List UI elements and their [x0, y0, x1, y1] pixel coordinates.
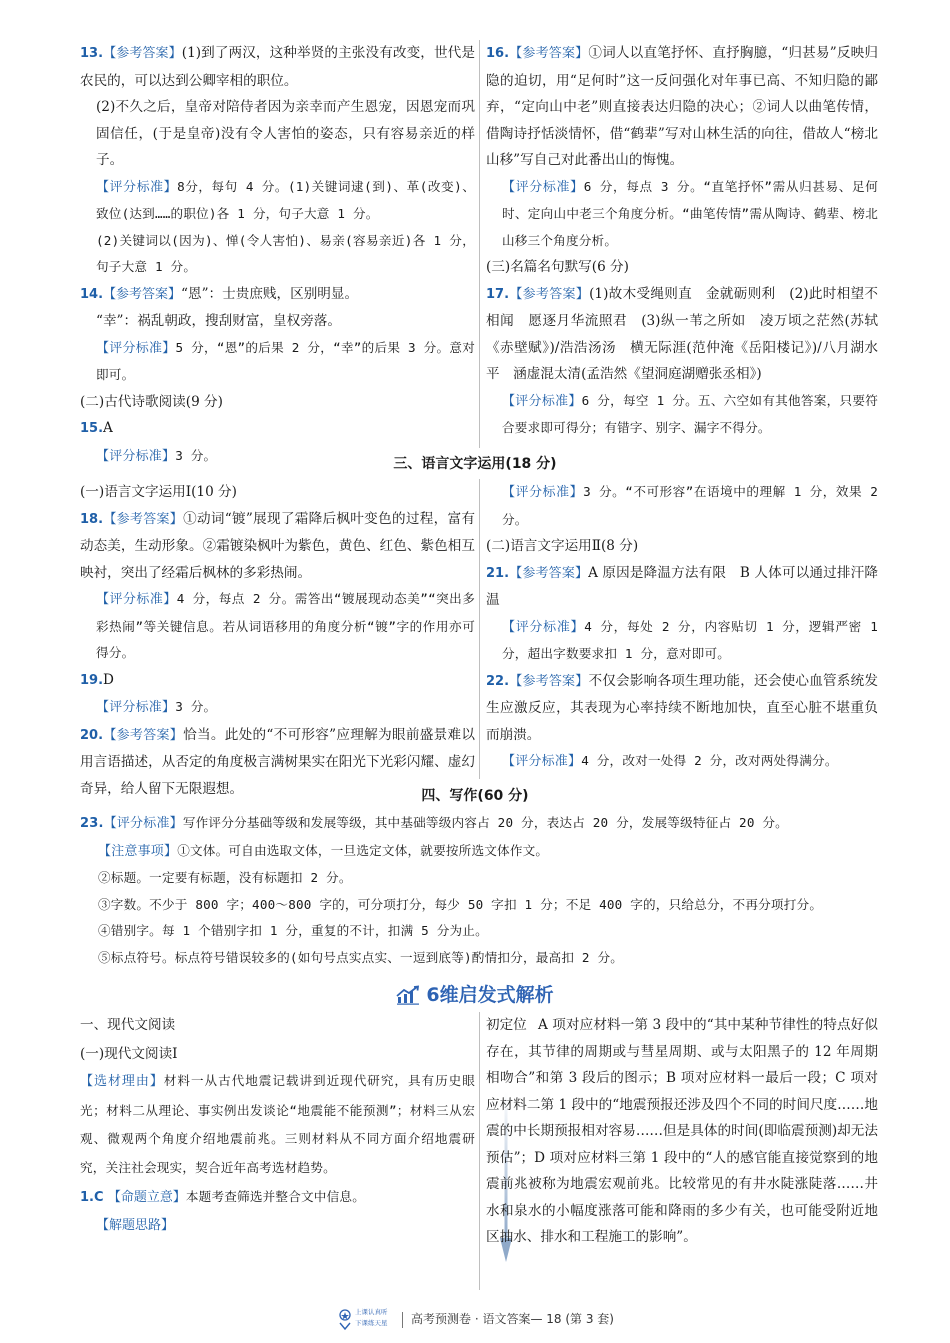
q16-standard: 【评分标准】6 分，每点 3 分。“直笔抒怀”需从归甚易、足何时、定向山中老三个角度分析。“曲笔传情”需从陶诗、鹤辈、榜北山移三个角度分析。 [502, 178, 878, 248]
footer-separator [402, 1312, 403, 1328]
column-divider-middle [479, 479, 480, 779]
q23-notes-5: ⑤标点符号。标点符号错误较多的(如句号点实点实、一逗到底等)酌情扣分，最高扣 2 分。 [98, 949, 624, 965]
page-footer [0, 1306, 950, 1333]
q23-notes-3: ③字数。不少于 800 字；400～800 字的，可分项打分，每少 50 字扣 1 分；不足 400 字的，只给总分，不再分项打分。 [98, 896, 823, 912]
q17-answer: 17.【参考答案】(1)故木受绳则直 金就砺则利 (2)此时相望不相闻 愿逐月华流照君 (3)纵一苇之所如 凌万顷之茫然(苏轼《赤壁赋》)/浩浩汤汤 横无际涯(范仲淹《岳阳楼记》)/八月湖水平 涵虚混太清(孟浩然《望洞庭湖赠张丞相》) [486, 285, 878, 382]
q19-standard: 【评分标准】3 分。 [96, 699, 217, 715]
q13-standard-1: 【评分标准】8分，每句 4 分。(1)关键词逮(到)、革(改变)、致位(达到……的职位)各 1 分，句子大意 1 分。 [96, 178, 475, 221]
subsection-language-2: (二)语言文字运用Ⅱ(8 分) [486, 538, 639, 554]
q13-standard-2: (2)关键词以(因为)、惮(令人害怕)、易亲(容易亲近)各 1 分，句子大意 1 分。 [96, 232, 475, 274]
q20-answer: 20.【参考答案】恰当。此处的“不可形容”应理解为眼前盛景难以用言语描述，从否定的角度极言满树果实在阳光下光彩闪耀、虚幻奇异，给人留下无限遐想。 [80, 726, 475, 797]
left-column-top [80, 40, 475, 470]
q15-answer: 15.A [80, 420, 113, 436]
locate-analysis: A 项对应材料一第 3 段中的“其中某种节律性的特点好似存在，其节律的周期或与彗星周期、或与太阳黑子的 12 年周期相吻合”和第 3 段后的图示；B 项对应材料一最后一段；C 项对应材料二第 1 段中的“地震预报还涉及四个不同的时间尺度……地震的中长期预报相对容易……但是具体的时间(即临震预测)却无法预估”；D 项对应材料三第 1 段中的“人的感官能直接觉察到的地震前兆被称为地震宏观前兆。比较常见的有井水陡涨陡落……井水和泉水的小幅度涨落可能和降雨的多少有关，也可能受附近地区抽水、排水和工程施工的影响”。 [486, 1017, 878, 1245]
q22-standard: 【评分标准】4 分，改对一处得 2 分，改对两处得满分。 [502, 753, 838, 769]
analysis-title: 6维启发式解析 [0, 982, 950, 1009]
footer-text: 高考预测卷 · 语文答案— 18 (第 3 套) [411, 1312, 614, 1326]
material-reason: 【选材理由】材料一从古代地震记载讲到近现代研究，具有历史眼光；材料二从理论、事实例出发谈论“地震能不能预测”；材料三从宏观、微观两个角度介绍地震前兆。三则材料从不同方面介绍地震研究，关注社会现实，契合近年高考选材趋势。 [80, 1073, 476, 1175]
q14-answer: 14.【参考答案】“恩”：士贵庶贱，区别明显。 [80, 285, 359, 302]
analysis-section-1: 一、现代文阅读 [80, 1017, 176, 1033]
subsection-dictation: (三)名篇名句默写(6 分) [486, 259, 629, 275]
q21-standard: 【评分标准】4 分，每处 2 分，内容贴切 1 分，逻辑严密 1 分，超出字数要求扣 1 分，意对即可。 [502, 618, 878, 661]
publisher-logo: 上课认真听 下课练天星 [336, 1307, 394, 1333]
section-language-use-heading: 三、语言文字运用(18 分) [393, 456, 557, 472]
q23-notes-4: ④错别字。每 1 个错别字扣 1 分，重复的不计，扣满 5 分为止。 [98, 923, 488, 938]
q15-standard: 【评分标准】3 分。 [96, 447, 217, 464]
q22-answer: 22.【参考答案】不仅会影响各项生理功能，还会使心血管系统发生应激反应，其表现为心率持续不断地加快，直至心脏不堪重负而崩溃。 [486, 672, 878, 743]
right-column-bottom [486, 1012, 878, 1251]
q21-answer: 21.【参考答案】A 原因是降温方法有限 B 人体可以通过排汗降温 [486, 564, 878, 608]
column-divider-top [479, 40, 480, 448]
q14-standard: 【评分标准】5 分，“恩”的后果 2 分，“幸”的后果 3 分。意对即可。 [96, 339, 475, 382]
star-logo-icon [336, 1309, 354, 1331]
q13-answer-1: 13.【参考答案】(1)到了两汉，这种举贤的主张没有改变，世代是农民的，可以达到公卿宰相的职位。 [80, 45, 475, 89]
left-column-bottom [80, 1012, 475, 1239]
initial-locate-label: 初定位 [486, 1017, 527, 1033]
q23-standard: 23.【评分标准】写作评分分基础等级和发展等级，其中基础等级内容占 20 分，表达占 20 分，发展等级特征占 20 分。 [80, 815, 788, 831]
analysis-subsection-1: (一)现代文阅读Ⅰ [80, 1045, 178, 1062]
left-column-middle [80, 479, 475, 802]
bar-chart-icon [396, 985, 420, 1005]
q1-answer: 1.C 【命题立意】本题考查筛选并整合文中信息。 [80, 1189, 365, 1205]
subsection-poetry: (二)古代诗歌阅读(9 分) [80, 393, 223, 410]
q18-answer: 18.【参考答案】①动词“镀”展现了霜降后枫叶变色的过程，富有动态美，生动形象。②霜镀染枫叶为紫色，黄色、红色、紫色相互映衬，突出了经霜后枫林的多彩热闹。 [80, 510, 475, 581]
q23-block [80, 810, 880, 971]
q18-standard: 【评分标准】4 分，每点 2 分。需答出“镀展现动态美”“突出多彩热闹”等关键信息。若从词语移用的角度分析“镀”字的作用亦可得分。 [96, 591, 476, 660]
right-column-middle [486, 479, 878, 776]
right-column-top [486, 40, 878, 442]
q17-standard: 【评分标准】6 分，每空 1 分。五、六空如有其他答案，只要符合要求即可得分；有错字、别字、漏字不得分。 [502, 392, 878, 435]
q13-answer-2: (2)不久之后，皇帝对陪侍者因为亲幸而产生恩宠，因恩宠而巩固信任，(于是皇帝)没有令人害怕的姿态，只有容易亲近的样子。 [96, 99, 475, 168]
q14-answer-2: “幸”：祸乱朝政，搜刮财富，皇权旁落。 [96, 313, 341, 329]
q23-notes-2: ②标题。一定要有标题，没有标题扣 2 分。 [98, 870, 352, 885]
q1-solution-path: 【解题思路】 [96, 1217, 175, 1233]
q23-notes-1: 【注意事项】①文体。可自由选取文体，一旦选定文体，就要按所选文体作文。 [98, 842, 549, 859]
q16-answer: 16.【参考答案】①词人以直笔抒怀、直抒胸臆，“归甚易”反映归隐的迫切，用“足何时”这一反问强化对年事已高、不知归隐的鄙弃，“定向山中老”则直接表达归隐的决心；②词人以曲笔传情，借陶诗抒恬淡情怀，借“鹤辈”写对山林生活的向往，借故人“榜北山移”写自己对此番出山的悔愧。 [486, 45, 878, 168]
section-writing-heading: 四、写作(60 分) [421, 788, 529, 804]
q20-standard: 【评分标准】3 分。“不可形容”在语境中的理解 1 分，效果 2 分。 [502, 484, 878, 527]
column-divider-bottom [479, 1012, 480, 1290]
q19-answer: 19.D [80, 671, 114, 688]
subsection-language-1: (一)语言文字运用Ⅰ(10 分) [80, 484, 237, 500]
